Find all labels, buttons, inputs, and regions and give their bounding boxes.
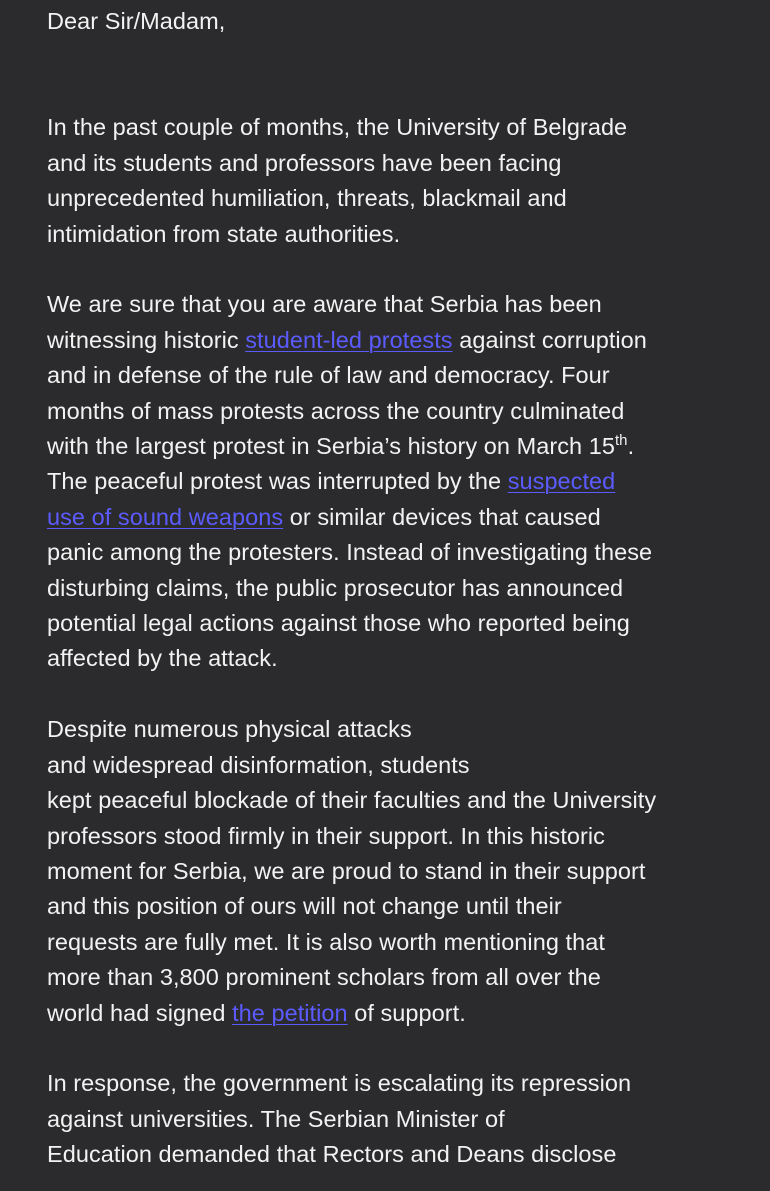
line-text: world had signed <box>47 999 233 1026</box>
paragraph-line: unprecedented humiliation, threats, blackmail and <box>47 185 567 212</box>
paragraph-line: and widespread disinformation, students <box>47 751 470 778</box>
paragraph-line: disturbing claims, the public prosecutor has announced <box>47 574 624 601</box>
suspected-sound-weapons-link[interactable]: suspected <box>507 468 616 495</box>
line-text: . <box>627 433 635 460</box>
line-text: against corruption <box>452 326 647 353</box>
paragraph-line: Despite numerous physical attacks <box>47 716 412 743</box>
paragraph-line: and in defense of the rule of law and democracy. Four <box>47 362 610 389</box>
email-body <box>47 4 737 1173</box>
line-text: The peaceful protest was interrupted by the <box>47 468 508 495</box>
paragraph-line: potential legal actions against those who reported being <box>47 610 630 637</box>
paragraph-line: against universities. The Serbian Minister of <box>47 1105 505 1132</box>
line-text: of support. <box>347 999 466 1026</box>
suspected-sound-weapons-link-continued[interactable]: use of sound weapons <box>47 503 284 530</box>
paragraph-line: requests are fully met. It is also worth mentioning that <box>47 928 605 955</box>
paragraph-line <box>47 323 737 358</box>
paragraph-line: affected by the attack. <box>47 645 278 672</box>
paragraph-4 <box>47 1066 737 1172</box>
paragraph-line: We are sure that you are aware that Serbia has been <box>47 291 602 318</box>
paragraph-line: more than 3,800 prominent scholars from all over the <box>47 964 601 991</box>
salutation: Dear Sir/Madam, <box>47 8 226 34</box>
line-text: or similar devices that caused <box>283 503 601 530</box>
student-led-protests-link[interactable]: student-led protests <box>245 326 453 353</box>
paragraph-2 <box>47 287 737 676</box>
petition-link[interactable]: the petition <box>232 999 348 1026</box>
paragraph-line: In response, the government is escalating its repression <box>47 1070 632 1097</box>
paragraph-3 <box>47 712 737 1031</box>
paragraph-line: moment for Serbia, we are proud to stand in their support <box>47 857 646 884</box>
ordinal-suffix: th <box>614 432 628 450</box>
paragraph-line: months of mass protests across the country culminated <box>47 397 625 424</box>
paragraph-line: and its students and professors have been facing <box>47 149 562 176</box>
paragraph-line <box>47 464 737 499</box>
paragraph-line <box>47 996 737 1031</box>
paragraph-line: intimidation from state authorities. <box>47 220 401 247</box>
line-text: with the largest protest in Serbia’s history on March 15 <box>47 433 615 460</box>
paragraph-line: panic among the protesters. Instead of investigating these <box>47 539 653 566</box>
paragraph-1 <box>47 110 737 252</box>
line-text: witnessing historic <box>47 326 246 353</box>
paragraph-line: professors stood firmly in their support. In this historic <box>47 822 605 849</box>
paragraph-line <box>47 429 737 464</box>
paragraph-line <box>47 500 737 535</box>
paragraph-line: Education demanded that Rectors and Deans disclose <box>47 1141 617 1168</box>
paragraph-line: In the past couple of months, the University of Belgrade <box>47 114 628 141</box>
paragraph-line: kept peaceful blockade of their faculties and the University <box>47 787 657 814</box>
paragraph-line: and this position of ours will not change until their <box>47 893 562 920</box>
